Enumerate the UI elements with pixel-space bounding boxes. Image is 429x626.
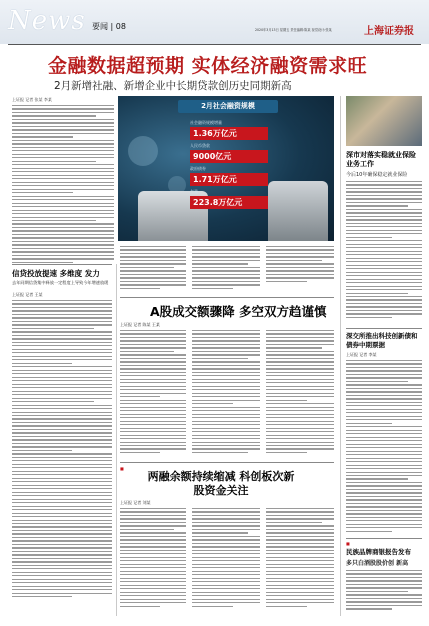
right-story-3-text <box>346 570 422 612</box>
right-story-2-byline: 上证报 记者 李某 <box>346 352 377 357</box>
bokeh-light <box>128 136 158 166</box>
lead-body-text <box>12 105 114 265</box>
infographic-title: 2月社会融资规模 <box>178 100 278 113</box>
lead-byline: 上证报 记者 张某 李某 <box>12 97 52 102</box>
lead-body-text <box>266 246 334 284</box>
lead-body-text <box>120 246 186 291</box>
right-story-1-headline: 深市对落实稳就业保险业务工作 <box>346 151 416 168</box>
center-story-2-headline: 两融余额持续缩减 科创板次新股资金关注 <box>147 470 295 497</box>
center-story-2-text <box>192 508 260 609</box>
lead-body-text <box>192 246 260 291</box>
infographic-row <box>190 143 268 163</box>
masthead <box>0 0 429 44</box>
masthead-rule <box>8 44 421 45</box>
section-divider <box>120 297 334 298</box>
section-mark: ■ <box>346 541 350 546</box>
infographic-label: 社会融资规模增量 <box>190 120 222 125</box>
infographic-row <box>190 189 268 209</box>
infographic-value: 1.36万亿元 <box>190 127 268 140</box>
section-divider <box>346 538 422 539</box>
infographic-row <box>190 120 268 140</box>
right-story-1-subheadline: 今后10年确保稳定就业保险 <box>346 172 408 178</box>
left-story-subheadline: 去年同期信贷集中释放一定程度上导致今年增速放缓 <box>12 280 109 285</box>
left-story-headline: 信贷投放提速 多维度 发力 <box>12 269 100 278</box>
lead-headline: 金融数据超预期 实体经济融资需求旺 <box>48 55 368 77</box>
center-story-1-headline: A股成交额骤降 多空双方趋谨慎 <box>150 304 327 319</box>
center-story-1-byline: 上证报 记者 陈某 王某 <box>120 322 160 327</box>
right-story-2-text <box>346 360 422 534</box>
coin-stack-image <box>268 181 328 241</box>
date-line: 2020年3月13日 星期五 责任编辑:陈某 视觉设计:张某 <box>255 28 332 32</box>
infographic-label: 政府债券 <box>190 166 206 171</box>
center-story-1-text <box>192 330 260 455</box>
center-story-2-text <box>266 508 334 609</box>
infographic-row <box>190 166 268 186</box>
column-divider <box>116 264 117 616</box>
left-story-byline: 上证报 记者 王某 <box>12 292 43 297</box>
center-story-2-byline: 上证报 记者 刘某 <box>120 500 151 505</box>
paper-name: 上海证券报 <box>364 26 414 37</box>
right-image <box>346 96 422 146</box>
right-story-3-subheadline: 多只白酒股股价创 新高 <box>346 560 409 567</box>
right-story-1-text <box>346 181 422 320</box>
center-story-1-text <box>120 330 186 455</box>
section-divider <box>346 328 422 329</box>
right-story-3-headline: 民族品牌商银报告发布 <box>346 548 411 556</box>
column-divider <box>340 96 341 616</box>
left-story-text <box>12 300 112 600</box>
center-story-1-text <box>266 330 334 455</box>
section-logo: News <box>8 6 86 36</box>
infographic-panel <box>118 96 334 241</box>
right-story-2-headline: 深交所推出科技创新债和债券中期票据 <box>346 332 418 349</box>
infographic-value: 1.71万亿元 <box>190 173 268 186</box>
page-label: 要闻 | 08 <box>92 22 126 31</box>
infographic-value: 223.8万亿元 <box>190 196 268 209</box>
center-story-2-text <box>120 508 186 609</box>
lead-subheadline: 2月新增社融、新增企业中长期贷款创历史同期新高 <box>54 80 292 92</box>
infographic-label: 存量 <box>190 189 198 194</box>
infographic-label: 人民币贷款 <box>190 143 210 148</box>
section-divider <box>120 462 334 463</box>
infographic-value: 9000亿元 <box>190 150 268 163</box>
section-mark: ■ <box>120 466 124 471</box>
section-divider <box>12 264 112 265</box>
